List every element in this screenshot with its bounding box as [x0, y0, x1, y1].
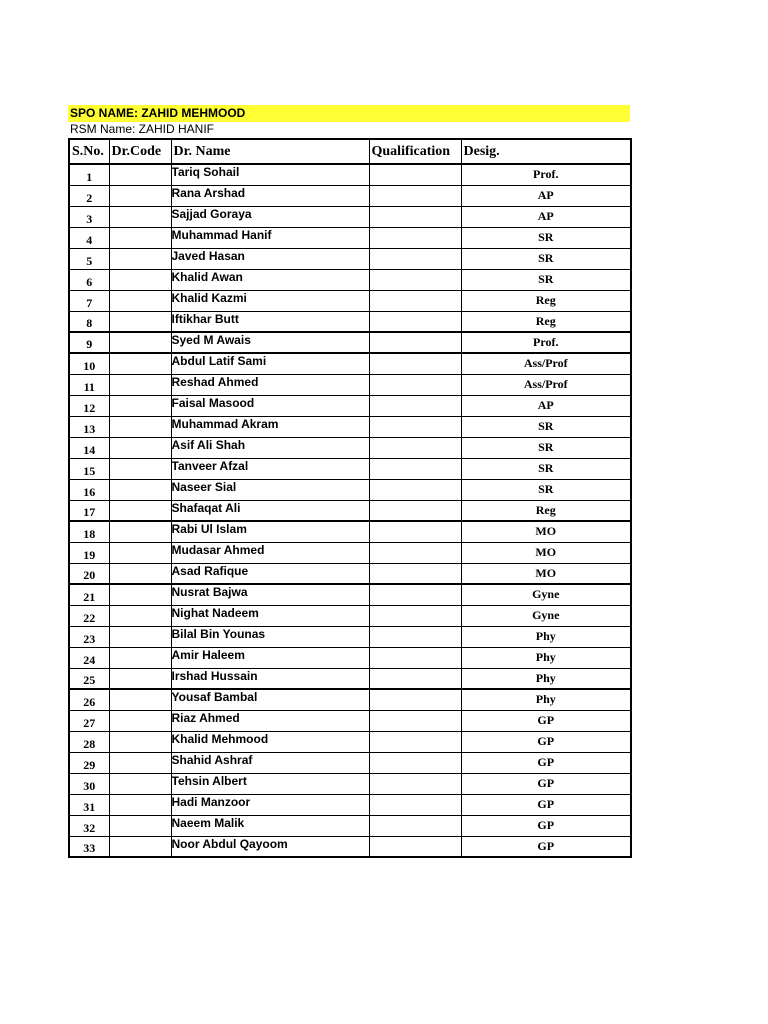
cell-dr-name[interactable]: Naseer Sial [171, 479, 369, 500]
cell-sno[interactable]: 26 [69, 689, 109, 710]
cell-dr-code[interactable] [109, 521, 171, 542]
cell-dr-name[interactable]: Tehsin Albert [171, 773, 369, 794]
cell-desig[interactable]: Ass/Prof [461, 353, 631, 374]
cell-dr-code[interactable] [109, 479, 171, 500]
cell-sno[interactable]: 2 [69, 185, 109, 206]
cell-dr-code[interactable] [109, 416, 171, 437]
cell-desig[interactable]: Prof. [461, 332, 631, 353]
cell-qualification[interactable] [369, 227, 461, 248]
cell-desig[interactable]: SR [461, 458, 631, 479]
cell-qualification[interactable] [369, 731, 461, 752]
cell-sno[interactable]: 15 [69, 458, 109, 479]
cell-qualification[interactable] [369, 290, 461, 311]
cell-dr-name[interactable]: Faisal Masood [171, 395, 369, 416]
table-row [69, 605, 631, 626]
column-header-dr-name: Dr. Name [171, 139, 369, 164]
spreadsheet-sheet [68, 105, 630, 858]
rsm-name-line: RSM Name: ZAHID HANIF [70, 122, 215, 136]
table-row [69, 395, 631, 416]
cell-dr-name[interactable]: Khalid Mehmood [171, 731, 369, 752]
cell-dr-code[interactable] [109, 794, 171, 815]
table-row [69, 794, 631, 815]
table-row [69, 500, 631, 521]
cell-qualification[interactable] [369, 500, 461, 521]
cell-desig[interactable]: Gyne [461, 605, 631, 626]
cell-dr-name[interactable]: Irshad Hussain [171, 668, 369, 689]
cell-dr-code[interactable] [109, 626, 171, 647]
cell-sno[interactable]: 24 [69, 647, 109, 668]
cell-sno[interactable]: 33 [69, 836, 109, 857]
table-row [69, 437, 631, 458]
cell-qualification[interactable] [369, 164, 461, 185]
cell-sno[interactable]: 8 [69, 311, 109, 332]
cell-qualification[interactable] [369, 542, 461, 563]
table-row [69, 353, 631, 374]
cell-sno[interactable]: 5 [69, 248, 109, 269]
cell-qualification[interactable] [369, 521, 461, 542]
table-row [69, 710, 631, 731]
cell-dr-name[interactable]: Tanveer Afzal [171, 458, 369, 479]
cell-sno[interactable]: 11 [69, 374, 109, 395]
cell-desig[interactable]: AP [461, 206, 631, 227]
cell-dr-name[interactable]: Noor Abdul Qayoom [171, 836, 369, 857]
cell-sno[interactable]: 7 [69, 290, 109, 311]
cell-desig[interactable]: Phy [461, 668, 631, 689]
cell-desig[interactable]: GP [461, 731, 631, 752]
cell-dr-name[interactable]: Abdul Latif Sami [171, 353, 369, 374]
column-header-desig: Desig. [461, 139, 631, 164]
cell-sno[interactable]: 29 [69, 752, 109, 773]
cell-desig[interactable]: GP [461, 752, 631, 773]
cell-qualification[interactable] [369, 815, 461, 836]
cell-sno[interactable]: 23 [69, 626, 109, 647]
cell-sno[interactable]: 1 [69, 164, 109, 185]
cell-dr-name[interactable]: Muhammad Akram [171, 416, 369, 437]
cell-dr-name[interactable]: Iftikhar Butt [171, 311, 369, 332]
cell-desig[interactable]: Phy [461, 647, 631, 668]
cell-dr-name[interactable]: Rana Arshad [171, 185, 369, 206]
cell-desig[interactable]: SR [461, 416, 631, 437]
doctor-table [68, 138, 632, 858]
cell-qualification[interactable] [369, 206, 461, 227]
cell-sno[interactable]: 4 [69, 227, 109, 248]
table-row [69, 416, 631, 437]
cell-qualification[interactable] [369, 479, 461, 500]
table-row [69, 290, 631, 311]
cell-desig[interactable]: Prof. [461, 164, 631, 185]
table-row [69, 815, 631, 836]
cell-dr-name[interactable]: Syed M Awais [171, 332, 369, 353]
cell-dr-code[interactable] [109, 437, 171, 458]
cell-qualification[interactable] [369, 794, 461, 815]
cell-dr-code[interactable] [109, 332, 171, 353]
cell-qualification[interactable] [369, 269, 461, 290]
cell-qualification[interactable] [369, 248, 461, 269]
cell-qualification[interactable] [369, 185, 461, 206]
cell-dr-code[interactable] [109, 500, 171, 521]
cell-sno[interactable]: 25 [69, 668, 109, 689]
cell-qualification[interactable] [369, 584, 461, 605]
cell-dr-code[interactable] [109, 290, 171, 311]
cell-dr-code[interactable] [109, 584, 171, 605]
cell-desig[interactable]: SR [461, 269, 631, 290]
cell-dr-code[interactable] [109, 164, 171, 185]
table-row [69, 584, 631, 605]
cell-dr-name[interactable]: Naeem Malik [171, 815, 369, 836]
cell-dr-code[interactable] [109, 374, 171, 395]
table-row [69, 374, 631, 395]
table-row [69, 521, 631, 542]
cell-desig[interactable]: GP [461, 773, 631, 794]
cell-sno[interactable]: 21 [69, 584, 109, 605]
cell-sno[interactable]: 10 [69, 353, 109, 374]
cell-dr-code[interactable] [109, 773, 171, 794]
cell-qualification[interactable] [369, 374, 461, 395]
cell-desig[interactable]: GP [461, 710, 631, 731]
table-row [69, 332, 631, 353]
cell-qualification[interactable] [369, 668, 461, 689]
cell-dr-code[interactable] [109, 668, 171, 689]
cell-dr-code[interactable] [109, 710, 171, 731]
cell-dr-code[interactable] [109, 248, 171, 269]
table-row [69, 731, 631, 752]
cell-dr-code[interactable] [109, 227, 171, 248]
cell-desig[interactable]: AP [461, 395, 631, 416]
cell-dr-code[interactable] [109, 269, 171, 290]
cell-desig[interactable]: Ass/Prof [461, 374, 631, 395]
cell-desig[interactable]: MO [461, 563, 631, 584]
table-row [69, 164, 631, 185]
cell-dr-code[interactable] [109, 731, 171, 752]
cell-desig[interactable]: GP [461, 836, 631, 857]
cell-desig[interactable]: SR [461, 479, 631, 500]
cell-sno[interactable]: 27 [69, 710, 109, 731]
cell-dr-name[interactable]: Asad Rafique [171, 563, 369, 584]
cell-dr-name[interactable]: Nighat Nadeem [171, 605, 369, 626]
table-row [69, 458, 631, 479]
cell-sno[interactable]: 9 [69, 332, 109, 353]
table-row [69, 647, 631, 668]
table-row [69, 311, 631, 332]
cell-qualification[interactable] [369, 836, 461, 857]
table-row [69, 773, 631, 794]
cell-dr-name[interactable]: Sajjad Goraya [171, 206, 369, 227]
cell-dr-code[interactable] [109, 689, 171, 710]
table-row [69, 479, 631, 500]
cell-sno[interactable]: 30 [69, 773, 109, 794]
table-row [69, 185, 631, 206]
column-header-sno: S.No. [69, 139, 109, 164]
cell-dr-code[interactable] [109, 353, 171, 374]
table-row [69, 626, 631, 647]
cell-dr-name[interactable]: Mudasar Ahmed [171, 542, 369, 563]
cell-dr-name[interactable]: Rabi Ul Islam [171, 521, 369, 542]
cell-dr-name[interactable]: Hadi Manzoor [171, 794, 369, 815]
cell-dr-code[interactable] [109, 563, 171, 584]
table-row [69, 206, 631, 227]
table-row [69, 563, 631, 584]
table-row [69, 269, 631, 290]
cell-desig[interactable]: Reg [461, 311, 631, 332]
cell-qualification[interactable] [369, 689, 461, 710]
cell-qualification[interactable] [369, 752, 461, 773]
cell-desig[interactable]: SR [461, 248, 631, 269]
cell-dr-code[interactable] [109, 395, 171, 416]
cell-qualification[interactable] [369, 626, 461, 647]
cell-desig[interactable]: SR [461, 227, 631, 248]
cell-dr-name[interactable]: Javed Hasan [171, 248, 369, 269]
cell-sno[interactable]: 6 [69, 269, 109, 290]
cell-desig[interactable]: MO [461, 521, 631, 542]
cell-dr-name[interactable]: Riaz Ahmed [171, 710, 369, 731]
cell-qualification[interactable] [369, 416, 461, 437]
cell-dr-name[interactable]: Nusrat Bajwa [171, 584, 369, 605]
cell-dr-code[interactable] [109, 185, 171, 206]
cell-dr-name[interactable]: Bilal Bin Younas [171, 626, 369, 647]
cell-dr-code[interactable] [109, 542, 171, 563]
table-row [69, 752, 631, 773]
cell-desig[interactable]: Gyne [461, 584, 631, 605]
cell-desig[interactable]: Reg [461, 500, 631, 521]
cell-qualification[interactable] [369, 332, 461, 353]
table-row [69, 836, 631, 857]
table-row [69, 248, 631, 269]
table-header-row [69, 139, 631, 164]
cell-desig[interactable]: Phy [461, 626, 631, 647]
cell-qualification[interactable] [369, 395, 461, 416]
column-header-dr-code: Dr.Code [109, 139, 171, 164]
cell-desig[interactable]: AP [461, 185, 631, 206]
cell-qualification[interactable] [369, 458, 461, 479]
cell-qualification[interactable] [369, 563, 461, 584]
cell-qualification[interactable] [369, 773, 461, 794]
cell-dr-code[interactable] [109, 752, 171, 773]
cell-sno[interactable]: 31 [69, 794, 109, 815]
cell-sno[interactable]: 19 [69, 542, 109, 563]
cell-dr-code[interactable] [109, 605, 171, 626]
cell-desig[interactable]: Phy [461, 689, 631, 710]
cell-sno[interactable]: 32 [69, 815, 109, 836]
cell-sno[interactable]: 17 [69, 500, 109, 521]
table-body [69, 164, 631, 857]
cell-dr-code[interactable] [109, 311, 171, 332]
cell-dr-code[interactable] [109, 815, 171, 836]
cell-sno[interactable]: 28 [69, 731, 109, 752]
cell-dr-name[interactable]: Yousaf Bambal [171, 689, 369, 710]
cell-sno[interactable]: 12 [69, 395, 109, 416]
cell-sno[interactable]: 13 [69, 416, 109, 437]
table-row [69, 542, 631, 563]
cell-dr-name[interactable]: Asif Ali Shah [171, 437, 369, 458]
cell-dr-name[interactable]: Amir Haleem [171, 647, 369, 668]
cell-qualification[interactable] [369, 647, 461, 668]
cell-dr-code[interactable] [109, 206, 171, 227]
cell-dr-name[interactable]: Shafaqat Ali [171, 500, 369, 521]
cell-dr-name[interactable]: Tariq Sohail [171, 164, 369, 185]
cell-desig[interactable]: SR [461, 437, 631, 458]
cell-qualification[interactable] [369, 437, 461, 458]
cell-sno[interactable]: 16 [69, 479, 109, 500]
cell-dr-code[interactable] [109, 647, 171, 668]
cell-qualification[interactable] [369, 605, 461, 626]
cell-dr-name[interactable]: Khalid Kazmi [171, 290, 369, 311]
cell-desig[interactable]: Reg [461, 290, 631, 311]
cell-qualification[interactable] [369, 710, 461, 731]
cell-desig[interactable]: GP [461, 815, 631, 836]
cell-sno[interactable]: 18 [69, 521, 109, 542]
cell-sno[interactable]: 3 [69, 206, 109, 227]
column-header-qualification: Qualification [369, 139, 461, 164]
cell-sno[interactable]: 22 [69, 605, 109, 626]
cell-dr-name[interactable]: Muhammad Hanif [171, 227, 369, 248]
table-row [69, 689, 631, 710]
table-row [69, 227, 631, 248]
table-row [69, 668, 631, 689]
cell-sno[interactable]: 20 [69, 563, 109, 584]
cell-dr-name[interactable]: Shahid Ashraf [171, 752, 369, 773]
cell-qualification[interactable] [369, 311, 461, 332]
cell-dr-name[interactable]: Khalid Awan [171, 269, 369, 290]
cell-dr-code[interactable] [109, 836, 171, 857]
cell-desig[interactable]: MO [461, 542, 631, 563]
cell-dr-name[interactable]: Reshad Ahmed [171, 374, 369, 395]
cell-dr-code[interactable] [109, 458, 171, 479]
spo-name-header: SPO NAME: ZAHID MEHMOOD [68, 105, 630, 122]
cell-sno[interactable]: 14 [69, 437, 109, 458]
cell-qualification[interactable] [369, 353, 461, 374]
cell-desig[interactable]: GP [461, 794, 631, 815]
